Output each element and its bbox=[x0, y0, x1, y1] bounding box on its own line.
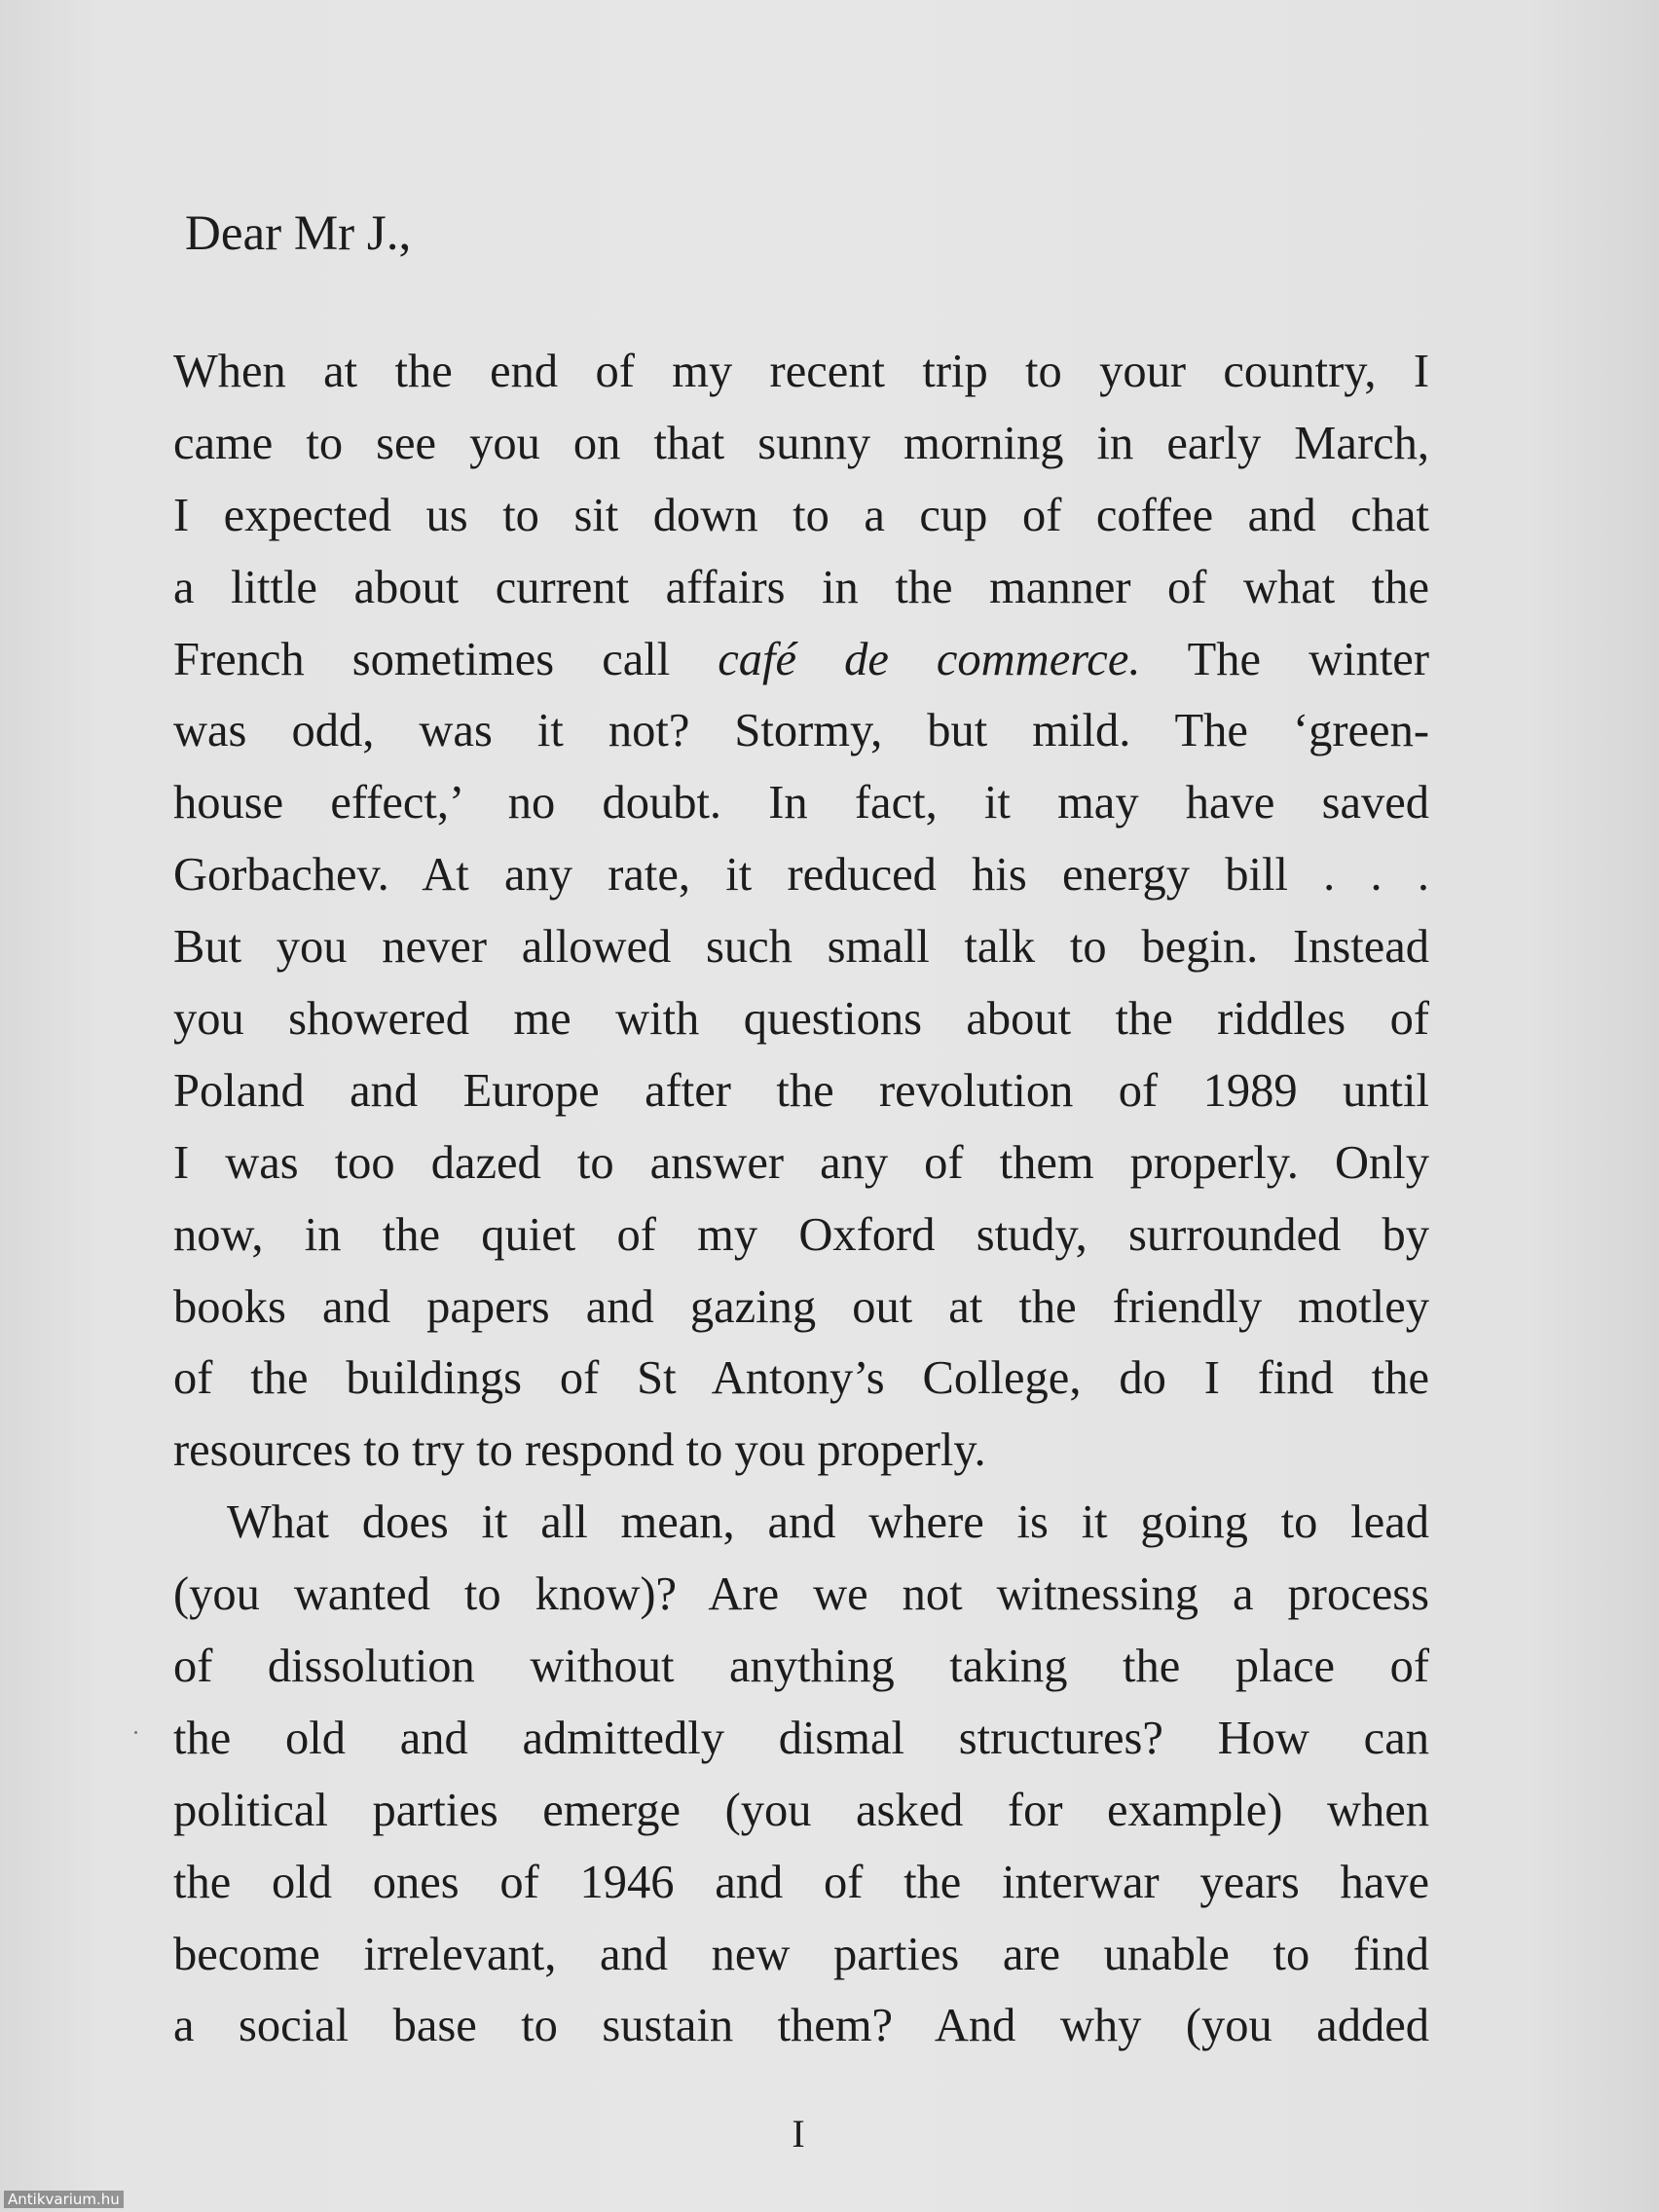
text-line: a little about current affairs in the manner of what the bbox=[173, 561, 1429, 613]
text-line: the old and admittedly dismal structures? How can bbox=[173, 1712, 1429, 1764]
text-line: I was too dazed to answer any of them properly. Only bbox=[173, 1136, 1429, 1189]
text-line: house effect,’ no doubt. In fact, it may have saved bbox=[173, 777, 1429, 830]
text-line: came to see you on that sunny morning in early March, bbox=[173, 417, 1429, 469]
text-line: Poland and Europe after the revolution of 1989 until bbox=[173, 1064, 1429, 1117]
text-line: But you never allowed such small talk to begin. Instead bbox=[173, 921, 1429, 974]
text-fragment: The winter bbox=[1140, 633, 1429, 685]
text-line: books and papers and gazing out at the friendly motley bbox=[173, 1280, 1429, 1333]
salutation: Dear Mr J., bbox=[185, 206, 412, 261]
page-number: I bbox=[792, 2112, 805, 2156]
text-line: was odd, was it not? Stormy, but mild. The ‘green- bbox=[173, 705, 1429, 757]
text-line: (you wanted to know)? Are we not witnessing a process bbox=[173, 1568, 1429, 1621]
text-line: of dissolution without anything taking the place of bbox=[173, 1641, 1429, 1693]
text-line: of the buildings of St Antony’s College, do I find the bbox=[173, 1352, 1429, 1405]
text-line: the old ones of 1946 and of the interwar years have bbox=[173, 1856, 1429, 1908]
text-line: now, in the quiet of my Oxford study, surrounded by bbox=[173, 1208, 1429, 1261]
text-line: I expected us to sit down to a cup of coffee and chat bbox=[173, 489, 1429, 541]
text-fragment: French sometimes call bbox=[173, 633, 719, 685]
text-line: political parties emerge (you asked for example) when bbox=[173, 1784, 1429, 1836]
text-line: When at the end of my recent trip to your country, I bbox=[173, 346, 1429, 397]
text-line: resources to try to respond to you properly. bbox=[173, 1424, 986, 1477]
watermark: Antikvarium.hu bbox=[4, 2191, 124, 2208]
text-line: What does it all mean, and where is it going to lead bbox=[227, 1496, 1429, 1549]
text-line: you showered me with questions about the riddles of bbox=[173, 993, 1429, 1046]
paper-speck bbox=[134, 1731, 137, 1734]
letter-body bbox=[173, 336, 1429, 2062]
text-line: become irrelevant, and new parties are unable to find bbox=[173, 1928, 1429, 1980]
text-line: Gorbachev. At any rate, it reduced his energy bill . . . bbox=[173, 849, 1429, 902]
text-line-with-italic bbox=[173, 624, 1429, 696]
italic-phrase: café de commerce. bbox=[718, 633, 1141, 685]
text-line: a social base to sustain them? And why (you added bbox=[173, 2000, 1429, 2052]
